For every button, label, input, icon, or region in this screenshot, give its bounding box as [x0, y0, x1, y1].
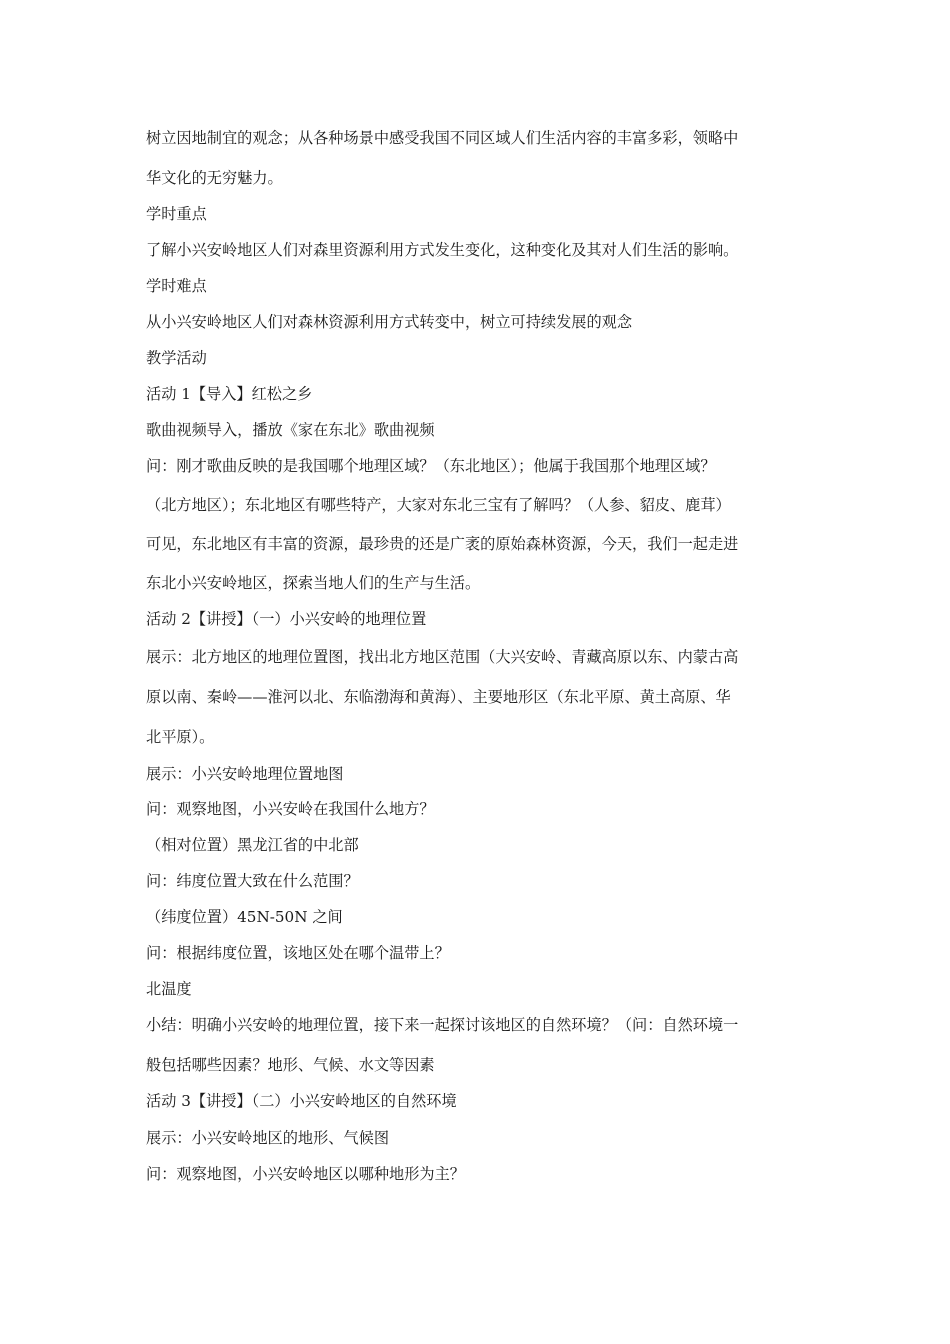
- paragraph-line: 问：观察地图，小兴安岭在我国什么地方？: [146, 800, 435, 818]
- paragraph-line: 问：根据纬度位置，该地区处在哪个温带上？: [146, 944, 450, 962]
- paragraph-line: 问：刚才歌曲反映的是我国哪个地理区域？（东北地区）；他属于我国那个地理区域？: [146, 457, 716, 475]
- section-heading: 学时难点: [146, 277, 207, 295]
- section-heading: 学时重点: [146, 205, 207, 223]
- paragraph-line: 问：纬度位置大致在什么范围？: [146, 872, 359, 890]
- paragraph-line: 从小兴安岭地区人们对森林资源利用方式转变中，树立可持续发展的观念: [146, 313, 632, 331]
- paragraph-line: 北温度: [146, 980, 192, 998]
- activity-heading: 活动 3【讲授】（二）小兴安岭地区的自然环境: [146, 1092, 457, 1110]
- paragraph-line: 般包括哪些因素？地形、气候、水文等因素: [146, 1056, 435, 1074]
- paragraph-line: 展示：北方地区的地理位置图，找出北方地区范围（大兴安岭、青藏高原以东、内蒙古高: [146, 648, 739, 666]
- activity-heading: 活动 1【导入】红松之乡: [146, 385, 313, 403]
- paragraph-line: 树立因地制宜的观念；从各种场景中感受我国不同区域人们生活内容的丰富多彩，领略中: [146, 129, 739, 147]
- activity-heading: 活动 2【讲授】（一）小兴安岭的地理位置: [146, 610, 427, 628]
- paragraph-line: （北方地区）；东北地区有哪些特产，大家对东北三宝有了解吗？（人参、貂皮、鹿茸）: [146, 496, 731, 514]
- paragraph-line: 歌曲视频导入，播放《家在东北》歌曲视频: [146, 421, 435, 439]
- section-heading: 教学活动: [146, 349, 207, 367]
- paragraph-line: 小结：明确小兴安岭的地理位置，接下来一起探讨该地区的自然环境？（问：自然环境一: [146, 1016, 739, 1034]
- paragraph-line: 问：观察地图，小兴安岭地区以哪种地形为主？: [146, 1165, 465, 1183]
- paragraph-line: 东北小兴安岭地区，探索当地人们的生产与生活。: [146, 574, 481, 592]
- paragraph-line: 展示：小兴安岭地区的地形、气候图: [146, 1129, 389, 1147]
- paragraph-line: 可见，东北地区有丰富的资源，最珍贵的还是广袤的原始森林资源，今天，我们一起走进: [146, 535, 739, 553]
- paragraph-line: （纬度位置）45N-50N 之间: [146, 908, 343, 926]
- paragraph-line: （相对位置）黑龙江省的中北部: [146, 836, 359, 854]
- paragraph-line: 展示：小兴安岭地理位置地图: [146, 765, 344, 783]
- paragraph-line: 了解小兴安岭地区人们对森里资源利用方式发生变化，这种变化及其对人们生活的影响。: [146, 241, 739, 259]
- paragraph-line: 原以南、秦岭——淮河以北、东临渤海和黄海）、主要地形区（东北平原、黄土高原、华: [146, 688, 731, 706]
- paragraph-line: 北平原）。: [146, 728, 215, 746]
- paragraph-line: 华文化的无穷魅力。: [146, 169, 283, 187]
